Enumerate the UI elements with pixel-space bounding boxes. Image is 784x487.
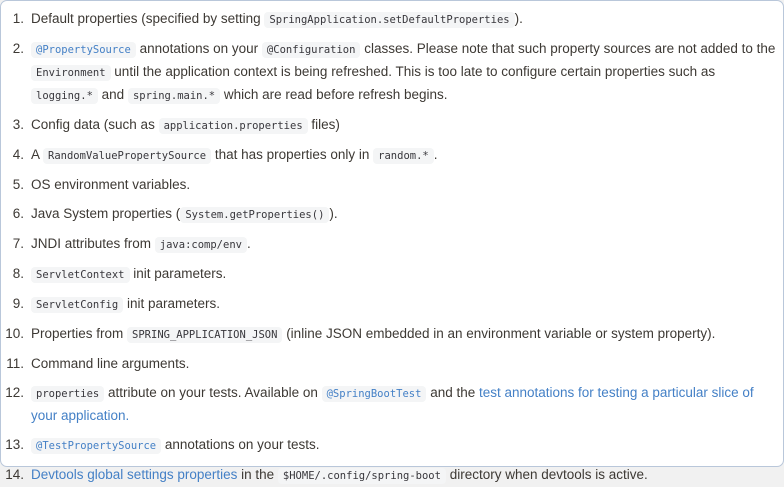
text-segment: .	[246, 236, 251, 251]
list-item-5	[4, 174, 779, 196]
inline-code: spring.main.*	[128, 88, 220, 104]
list-item-number: 1.	[12, 11, 24, 26]
text-segment: Config data (such as	[31, 117, 159, 132]
inline-code: SPRING_APPLICATION_JSON	[127, 327, 282, 343]
list-item-2	[4, 38, 779, 107]
text-segment: init parameters.	[123, 296, 220, 311]
text-segment: ).	[329, 206, 338, 221]
list-item-number: 5.	[12, 177, 24, 192]
list-item-8	[4, 263, 779, 286]
text-segment: Properties from	[31, 326, 128, 341]
text-segment: init parameters.	[129, 266, 227, 281]
list-item-number: 9.	[12, 296, 24, 311]
text-segment: that has properties only in	[211, 147, 374, 162]
inline-code: $HOME/.config/spring-boot	[278, 468, 446, 484]
list-item-number: 8.	[12, 266, 24, 281]
list-item-number: 13.	[5, 437, 24, 452]
text-segment: and the	[426, 385, 479, 400]
property-source-list	[4, 8, 779, 487]
text-segment: and	[97, 87, 128, 102]
text-segment: OS environment variables.	[31, 177, 191, 192]
inline-code: logging.*	[31, 88, 98, 104]
inline-code: application.properties	[159, 118, 308, 134]
inline-code: RandomValuePropertySource	[43, 148, 211, 164]
text-segment: in the	[237, 467, 278, 482]
text-segment: Command line arguments.	[31, 356, 190, 371]
inline-code: SpringApplication.setDefaultProperties	[264, 12, 514, 28]
list-item-10	[4, 323, 779, 346]
list-item-number: 4.	[12, 147, 24, 162]
list-item-number: 10.	[5, 326, 24, 341]
list-item-7	[4, 233, 779, 256]
text-segment: (inline JSON embedded in an environment variable or system property).	[282, 326, 716, 341]
inline-code: @Configuration	[262, 42, 361, 58]
text-segment: which are read before refresh begins.	[220, 87, 448, 102]
text-segment: files)	[307, 117, 340, 132]
text-segment: until the application context is being refreshed. This is too late to configure certain properties such as	[110, 64, 716, 79]
inline-code: ServletConfig	[31, 297, 123, 313]
list-item-number: 14.	[5, 467, 24, 482]
list-item-number: 7.	[12, 236, 24, 251]
code-link[interactable]: @PropertySource	[31, 42, 136, 58]
list-item-number: 11.	[6, 356, 24, 371]
text-segment: annotations on your tests.	[161, 437, 320, 452]
text-segment: ).	[514, 11, 523, 26]
text-segment: annotations on your	[135, 41, 262, 56]
code-link[interactable]: @TestPropertySource	[31, 438, 161, 454]
text-segment: JNDI attributes from	[31, 236, 155, 251]
list-item-14	[4, 464, 779, 487]
text-segment: A	[31, 147, 44, 162]
text-link[interactable]: Devtools global settings properties	[31, 467, 238, 482]
code-link[interactable]: @SpringBootTest	[322, 386, 427, 402]
list-item-number: 6.	[12, 206, 24, 221]
inline-code: ServletContext	[31, 267, 130, 283]
list-item-11	[4, 353, 779, 375]
list-item-6	[4, 203, 779, 226]
list-item-3	[4, 114, 779, 137]
list-item-number: 3.	[12, 117, 24, 132]
text-segment: directory when devtools is active.	[445, 467, 648, 482]
text-segment: Default properties (specified by setting	[31, 11, 265, 26]
list-item-4	[4, 144, 779, 167]
list-item-1	[4, 8, 779, 31]
inline-code: Environment	[31, 65, 111, 81]
text-segment: attribute on your tests. Available on	[104, 385, 322, 400]
list-item-number: 2.	[12, 41, 24, 56]
text-segment: classes. Please note that such property sources are not added to the	[360, 41, 776, 56]
text-segment: Java System properties (	[31, 206, 181, 221]
text-link[interactable]: test annotations for testing a particular slice of your application.	[31, 385, 754, 423]
inline-code: java:comp/env	[155, 237, 247, 253]
list-item-12	[4, 382, 779, 427]
list-item-9	[4, 293, 779, 316]
inline-code: random.*	[373, 148, 434, 164]
inline-code: System.getProperties()	[180, 207, 329, 223]
list-item-number: 12.	[5, 385, 24, 400]
list-item-13	[4, 434, 779, 457]
text-segment: .	[433, 147, 438, 162]
inline-code: properties	[31, 386, 104, 402]
